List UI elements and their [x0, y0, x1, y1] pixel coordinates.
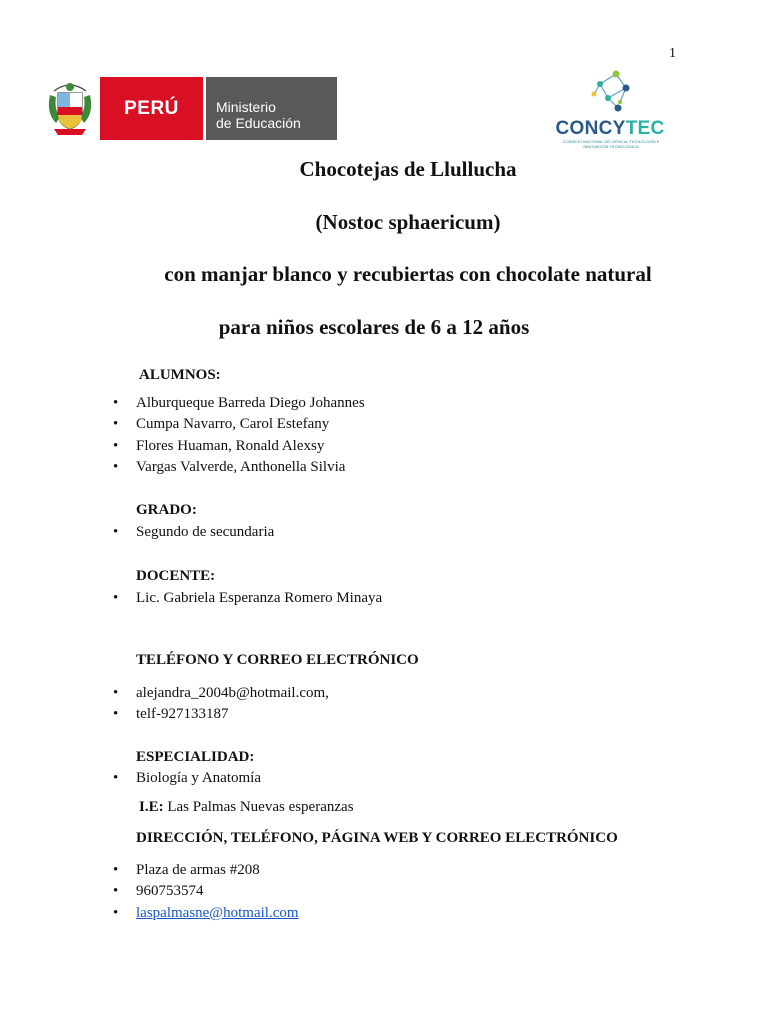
alumnos-list	[113, 393, 365, 478]
ministerio-line-1: Ministerio	[216, 99, 276, 115]
title-line-2: (Nostoc sphaericum)	[315, 210, 501, 234]
ie-value: Las Palmas Nuevas esperanzas	[167, 799, 354, 815]
page-number: 1	[669, 46, 676, 61]
ministerio-line-2: de Educación	[216, 115, 301, 131]
grado-label: GRADO:	[136, 502, 197, 518]
especialidad-list	[113, 768, 261, 789]
list-item: • Alburqueque Barreda Diego Johannes	[113, 393, 365, 414]
list-item: • Segundo de secundaria	[113, 522, 274, 543]
title-line-1: Chocotejas de Llullucha	[299, 157, 517, 181]
concytec-wordmark: CONCYTEC	[555, 118, 665, 139]
list-item: • Plaza de armas #208	[113, 860, 299, 881]
title-line-3: con manjar blanco y recubiertas con chocolate natural	[164, 262, 652, 286]
list-item: • Biología y Anatomía	[113, 768, 261, 789]
ie-line	[139, 799, 354, 816]
ie-label: I.E:	[139, 799, 164, 815]
docente-label: DOCENTE:	[136, 568, 216, 584]
alumnos-label: ALUMNOS:	[139, 367, 221, 383]
contacto-label: TELÉFONO Y CORREO ELECTRÓNICO	[136, 652, 419, 668]
email-link[interactable]: laspalmasne@hotmail.com	[136, 904, 299, 921]
grado-list	[113, 522, 274, 543]
list-item: • alejandra_2004b@hotmail.com,	[113, 683, 329, 704]
peru-label: PERÚ	[100, 77, 203, 140]
peru-coat-of-arms-icon	[44, 77, 96, 140]
contacto-list	[113, 683, 329, 726]
list-item: • Cumpa Navarro, Carol Estefany	[113, 414, 365, 435]
ministerio-label	[206, 77, 337, 140]
title-line-4: para niños escolares de 6 a 12 años	[218, 315, 530, 339]
concytec-logo	[554, 68, 666, 150]
list-item: • Flores Huaman, Ronald Alexsy	[113, 436, 365, 457]
list-item: • Vargas Valverde, Anthonella Silvia	[113, 457, 365, 478]
list-item: • telf-927133187	[113, 704, 329, 725]
direccion-list	[113, 860, 299, 924]
network-molecule-icon	[554, 68, 666, 118]
direccion-label: DIRECCIÓN, TELÉFONO, PÁGINA WEB Y CORREO ELECTRÓNICO	[136, 830, 618, 846]
concytec-subtitle: CONSEJO NACIONAL DE CIENCIA, TECNOLOGÍA E INNOVACIÓN TECNOLÓGICA	[562, 139, 660, 149]
docente-list	[113, 588, 382, 609]
list-item: • 960753574	[113, 881, 299, 902]
list-item: • Lic. Gabriela Esperanza Romero Minaya	[113, 588, 382, 609]
minedu-logo	[44, 77, 337, 140]
especialidad-label: ESPECIALIDAD:	[136, 749, 255, 765]
list-item	[113, 903, 299, 924]
